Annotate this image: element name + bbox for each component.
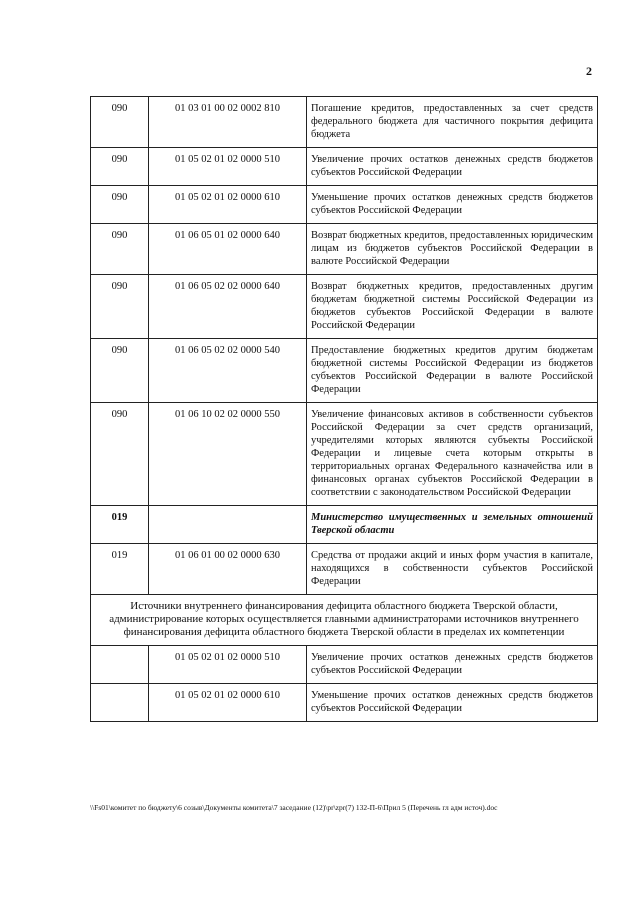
- table-row-ministry: [91, 506, 598, 544]
- admin-code-cell: [91, 684, 149, 722]
- kbk-code-cell: 01 05 02 01 02 0000 610: [149, 684, 307, 722]
- section-header: Источники внутреннего финансирования дефицита областного бюджета Тверской области, администрирование которых осуществляется главными администраторами источников внутреннего финансирования дефицита областного бюджета Тверской области в пределах их компетенции: [91, 595, 598, 646]
- table-row: [91, 646, 598, 684]
- admin-code-cell: 090: [91, 339, 149, 403]
- table-row: [91, 684, 598, 722]
- sources-table: [90, 96, 598, 722]
- description-cell: Возврат бюджетных кредитов, предоставленных юридическим лицам из бюджетов субъектов Российской Федерации в валюте Российской Федерации: [307, 224, 598, 275]
- page-number: 2: [586, 64, 592, 78]
- table-row: [91, 97, 598, 148]
- table-row: [91, 339, 598, 403]
- admin-code-cell: 090: [91, 186, 149, 224]
- kbk-code-cell: 01 03 01 00 02 0002 810: [149, 97, 307, 148]
- admin-code-cell: 019: [91, 506, 149, 544]
- admin-code-cell: [91, 646, 149, 684]
- admin-code-cell: 090: [91, 224, 149, 275]
- table-row: [91, 544, 598, 595]
- kbk-code-cell: 01 06 05 02 02 0000 540: [149, 339, 307, 403]
- section-header-row: [91, 595, 598, 646]
- table-row: [91, 224, 598, 275]
- ministry-name-cell: Министерство имущественных и земельных отношений Тверской области: [307, 506, 598, 544]
- description-cell: Увеличение финансовых активов в собственности субъектов Российской Федерации за счет средств организаций, учредителями которых являются субъекты Российской Федерации и лицевые счета которым открыты в территориальных органах Федерального казначейства или в финансовых органах субъектов Российской Федерации в соответствии с законодательством Российской Федерации: [307, 403, 598, 506]
- kbk-code-cell: 01 06 05 02 02 0000 640: [149, 275, 307, 339]
- kbk-code-cell: 01 06 05 01 02 0000 640: [149, 224, 307, 275]
- kbk-code-cell: 01 06 01 00 02 0000 630: [149, 544, 307, 595]
- admin-code-cell: 019: [91, 544, 149, 595]
- description-cell: Предоставление бюджетных кредитов другим бюджетам бюджетной системы Российской Федерации из бюджетов субъектов Российской Федерации в валюте Российской Федерации: [307, 339, 598, 403]
- kbk-code-cell: 01 05 02 01 02 0000 610: [149, 186, 307, 224]
- description-cell: Увеличение прочих остатков денежных средств бюджетов субъектов Российской Федерации: [307, 148, 598, 186]
- kbk-code-cell: [149, 506, 307, 544]
- table-row: [91, 275, 598, 339]
- description-cell: Увеличение прочих остатков денежных средств бюджетов субъектов Российской Федерации: [307, 646, 598, 684]
- table-row: [91, 403, 598, 506]
- description-cell: Уменьшение прочих остатков денежных средств бюджетов субъектов Российской Федерации: [307, 684, 598, 722]
- kbk-code-cell: 01 05 02 01 02 0000 510: [149, 148, 307, 186]
- admin-code-cell: 090: [91, 275, 149, 339]
- table-row: [91, 186, 598, 224]
- kbk-code-cell: 01 05 02 01 02 0000 510: [149, 646, 307, 684]
- description-cell: Возврат бюджетных кредитов, предоставленных другим бюджетам бюджетной системы Российской Федерации из бюджетов субъектов Российской Федерации в валюте Российской Федерации: [307, 275, 598, 339]
- footer-file-path: \\Fs01\комитет по бюджету\6 созыв\Документы комитета\7 заседание (12)\pr\zpr(7) 132-П-6\Прил 5 (Перечень гл адм источ).doc: [90, 803, 498, 812]
- admin-code-cell: 090: [91, 148, 149, 186]
- admin-code-cell: 090: [91, 403, 149, 506]
- table-row: [91, 148, 598, 186]
- description-cell: Средства от продажи акций и иных форм участия в капитале, находящихся в собственности субъектов Российской Федерации: [307, 544, 598, 595]
- kbk-code-cell: 01 06 10 02 02 0000 550: [149, 403, 307, 506]
- description-cell: Погашение кредитов, предоставленных за счет средств федерального бюджета для частичного покрытия дефицита бюджета: [307, 97, 598, 148]
- admin-code-cell: 090: [91, 97, 149, 148]
- description-cell: Уменьшение прочих остатков денежных средств бюджетов субъектов Российской Федерации: [307, 186, 598, 224]
